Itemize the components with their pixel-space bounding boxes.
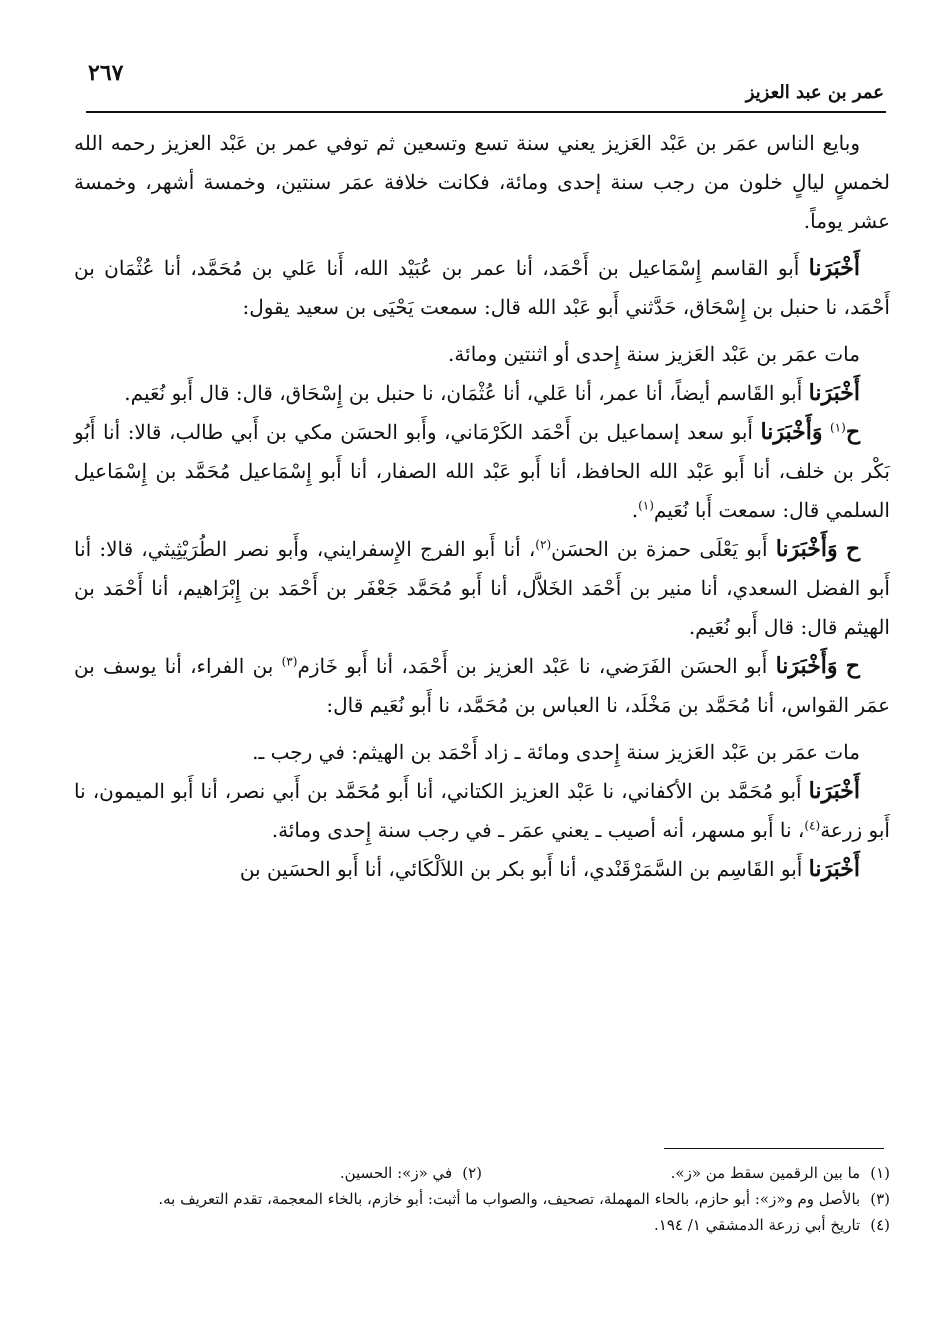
footnote-4: [74, 1212, 890, 1238]
paragraph-text: مات عمَر بن عَبْد العَزيز سنة إِحدى أو اثنتين ومائة.: [448, 342, 860, 366]
ha-marker: ح: [845, 653, 860, 679]
footnote-3: [74, 1186, 890, 1212]
paragraph-text: وبايع الناس عمَر بن عَبْد العَزيز يعني سنة تسع وتسعين ثم توفي عمر بن عَبْد العزيز رحمه الله لخمسٍ ليالٍ خلون من رجب سنة إحدى ومائة، فكانت خلافة عمَر سنتين، وخمسة أشهر، وخمسة عشر يوماً.: [74, 131, 890, 233]
footnote-ref: (٣): [281, 654, 298, 669]
footnote-ref: (٤): [804, 818, 821, 833]
paragraph-text: أَبو القَاسم أيضاً، أنا عمر، أنا عَلي، أنا عُثْمَان، نا حنبل بن إِسْحَاق، قال: قال أَبو نُعَيم.: [124, 381, 803, 405]
paragraph-4: [74, 374, 890, 413]
ha-marker: ح: [845, 419, 861, 445]
footnote-ref: (١): [829, 420, 846, 435]
paragraph-text: أَبو الحسَن الفَرَضي، نا عَبْد العزيز بن أَحْمَد، أنا أَبو خَازم: [297, 654, 768, 678]
footnote-text: في «ز»: الحسين.: [339, 1164, 453, 1182]
footnote-rule: [664, 1148, 884, 1149]
paragraph-10: [74, 850, 890, 889]
paragraph-9: [74, 772, 890, 850]
paragraph-tail: بن الفراء، أنا يوسف بن عمَر القواس، أنا مُحَمَّد بن مَخْلَد، نا العباس بن مُحَمَّد، نا أَبو نُعَيم قال:: [74, 654, 890, 717]
isnad-lead: أَخْبَرَنا: [808, 856, 860, 882]
isnad-lead: وَأَخْبَرَنا: [775, 536, 838, 562]
footnote-number: (٣): [870, 1190, 890, 1208]
main-text: [74, 124, 890, 889]
paragraph-2: [74, 249, 890, 327]
footnote-row: [74, 1212, 890, 1238]
paragraph-tail: ، نا أَبو مسهر، أنه أصيب ـ يعني عمَر ـ في رجب سنة إِحدى ومائة.: [271, 818, 805, 842]
isnad-lead: أَخْبَرَنا: [808, 380, 860, 406]
isnad-lead: وَأَخْبَرَنا: [775, 653, 838, 679]
paragraph-text: أَبو القاسم إِسْمَاعيل بن أَحْمَد، أنا عمر بن عُبَيْد الله، أَنا عَلي بن مُحَمَّد، أنا عُثْمَان بن أَحْمَد، نا حنبل بن إِسْحَاق، حَدَّثني أَبو عَبْد الله قال: سمعت يَحْيَى بن سعيد يقول:: [74, 256, 890, 319]
footnote-text: بالأصل وم و«ز»: أبو حازم، بالحاء المهملة، تصحيف، والصواب ما أثبت: أبو خازم، بالخاء المعجمة، تقدم التعريف به.: [158, 1190, 861, 1208]
footnote-ref: (١): [638, 498, 654, 513]
footnote-number: (٤): [870, 1216, 890, 1234]
footnote-row: [74, 1186, 890, 1212]
paragraph-text: أَبو مُحَمَّد بن الأكفاني، نا عَبْد العزيز الكتاني، أنا أَبو مُحَمَّد بن أَبي نصر، أنا أَبو الميمون، نا أَبو زرعة: [74, 779, 890, 842]
paragraph-7: [74, 647, 890, 725]
isnad-lead: أَخْبَرَنا: [808, 778, 860, 804]
paragraph-text: مات عمَر بن عَبْد العَزيز سنة إِحدى ومائة ـ زاد أَحْمَد بن الهيثم: في رجب ـ.: [252, 740, 860, 764]
isnad-lead: أَخْبَرَنا: [808, 255, 860, 281]
footnote-row: [74, 1160, 890, 1186]
footnote-text: ما بين الرقمين سقط من «ز».: [670, 1164, 861, 1182]
paragraph-text: أَبو القَاسِم بن السَّمَرْقَنْدي، أنا أَبو بكر بن اللاَلْكَائي، أنا أَبو الحسَين بن: [239, 857, 803, 881]
header-rule: [86, 111, 886, 113]
paragraph-1: [74, 124, 890, 241]
footnote-1: [482, 1160, 890, 1186]
footnote-number: (٢): [462, 1164, 482, 1182]
paragraph-text: أَبو سعد إسماعيل بن أَحْمَد الكَرْمَاني، وأَبو الحسَن مكي بن أَبي طالب، قالا: أنا أَبُو بَكْر بن خلف، أنا أَبو عَبْد الله الحافظ، أنا أَبو عَبْد الله الصفار، أنا أَبو إِسْمَاعيل مُحَمَّد بن إِسْمَاعيل السلمي قال: سمعت أَبا نُعَيم: [74, 420, 890, 522]
paragraph-3: [74, 335, 890, 374]
running-title: عمر بن عبد العزيز: [745, 82, 884, 103]
footnote-number: (١): [870, 1164, 890, 1182]
footnote-2: [74, 1160, 482, 1186]
paragraph-tail: .: [631, 498, 639, 522]
paragraph-6: [74, 530, 890, 647]
paragraph-5: [74, 413, 890, 530]
ha-marker: ح: [845, 536, 861, 562]
paragraph-8: [74, 733, 890, 772]
footnotes: [74, 1160, 890, 1238]
paragraph-text: أَبو يَعْلَى حمزة بن الحسَن: [551, 537, 768, 561]
isnad-lead: وَأَخْبَرَنا: [760, 419, 823, 445]
footnote-ref: (٢): [535, 537, 552, 552]
page-number: ٢٦٧: [88, 60, 124, 86]
footnote-text: تاريخ أبي زرعة الدمشقي ١/ ١٩٤.: [654, 1216, 861, 1234]
paragraph-tail: ، أنا أَبو الفرج الإِسفرايني، وأَبو نصر الطُرَيْثِيثي، قالا: أنا أَبو الفضل السعدي، أنا منير بن أَحْمَد الخَلاَّل، أنا أَبو مُحَمَّد جَعْفَر بن أَحْمَد بن إِبْرَاهيم، أنا أَحْمَد بن الهيثم قال: قال أَبو نُعَيم.: [74, 537, 890, 639]
